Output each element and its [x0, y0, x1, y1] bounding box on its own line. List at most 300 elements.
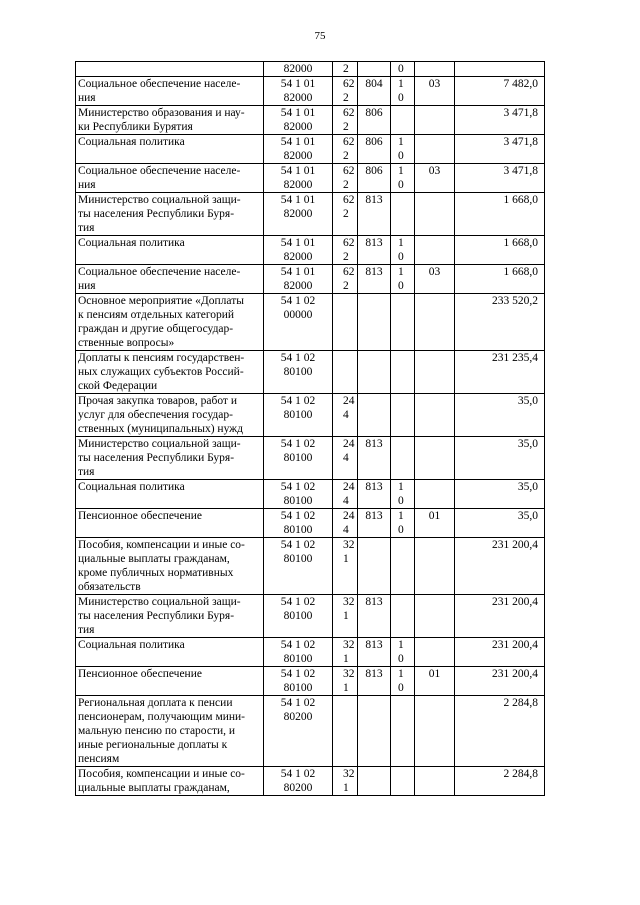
expense-type-cell	[333, 164, 358, 193]
budget-table	[75, 61, 545, 796]
amount-cell	[455, 193, 545, 236]
expense-type-cell-line: 62	[343, 78, 355, 90]
subsection-cell	[415, 638, 455, 667]
target-code-cell	[264, 164, 333, 193]
expense-type-cell	[333, 767, 358, 796]
ministry-code-cell-line: 813	[365, 596, 383, 608]
expense-type-cell-line: 62	[343, 266, 355, 278]
name-cell-line: ты населения Республики Буря-	[78, 610, 235, 622]
name-cell	[76, 294, 264, 351]
target-code-cell	[264, 595, 333, 638]
target-code-cell	[264, 294, 333, 351]
target-code-cell-line: 82000	[283, 92, 313, 104]
ministry-code-cell	[358, 480, 391, 509]
name-cell	[76, 767, 264, 796]
section-cell-line: 1	[398, 136, 404, 148]
section-cell-line: 1	[398, 237, 404, 249]
name-cell	[76, 77, 264, 106]
amount-cell	[455, 509, 545, 538]
target-code-cell	[264, 696, 333, 767]
target-code-cell-line: 54 1 01	[280, 237, 316, 249]
name-cell-line: Социальная политика	[78, 481, 185, 493]
subsection-cell-line: 01	[428, 510, 441, 522]
name-cell	[76, 106, 264, 135]
section-cell	[391, 696, 415, 767]
section-cell-line: 0	[398, 682, 404, 694]
target-code-cell-line: 80100	[283, 653, 313, 665]
budget-table-body	[76, 62, 545, 796]
amount-cell-line: 231 200,4	[492, 596, 538, 608]
subsection-cell	[415, 667, 455, 696]
target-code-cell-line: 80100	[283, 553, 313, 565]
expense-type-cell	[333, 437, 358, 480]
expense-type-cell	[333, 294, 358, 351]
target-code-cell	[264, 193, 333, 236]
section-cell-line: 0	[398, 495, 404, 507]
expense-type-cell-line: 32	[343, 539, 355, 551]
target-code-cell-line: 80100	[283, 366, 313, 378]
subsection-cell	[415, 480, 455, 509]
section-cell-line: 0	[398, 63, 404, 75]
expense-type-cell-line: 2	[343, 92, 349, 104]
target-code-cell-line: 80200	[283, 711, 313, 723]
expense-type-cell	[333, 538, 358, 595]
ministry-code-cell-line: 813	[365, 481, 383, 493]
target-code-cell-line: 54 1 02	[280, 668, 316, 680]
ministry-code-cell-line: 813	[365, 194, 383, 206]
ministry-code-cell	[358, 77, 391, 106]
target-code-cell-line: 80100	[283, 610, 313, 622]
name-cell-line: мальную пенсию по старости, и	[78, 725, 236, 737]
subsection-cell	[415, 538, 455, 595]
target-code-cell-line: 54 1 02	[280, 352, 316, 364]
name-cell-line: услуг для обеспечения государ-	[78, 409, 233, 421]
amount-cell	[455, 164, 545, 193]
page-number: 75	[314, 30, 326, 42]
subsection-cell	[415, 509, 455, 538]
name-cell-line: Доплаты к пенсиям государствен-	[78, 352, 245, 364]
amount-cell-line: 231 235,4	[492, 352, 538, 364]
expense-type-cell	[333, 351, 358, 394]
expense-type-cell	[333, 62, 358, 77]
expense-type-cell-line: 2	[343, 280, 349, 292]
expense-type-cell-line: 1	[343, 610, 349, 622]
ministry-code-cell-line: 813	[365, 639, 383, 651]
name-cell-line: Социальная политика	[78, 639, 185, 651]
target-code-cell-line: 82000	[283, 121, 313, 133]
expense-type-cell-line: 24	[343, 438, 355, 450]
amount-cell	[455, 394, 545, 437]
subsection-cell-line: 03	[428, 78, 441, 90]
section-cell-line: 1	[398, 510, 404, 522]
name-cell-line: Основное мероприятие «Доплаты	[78, 295, 244, 307]
expense-type-cell-line: 2	[343, 121, 349, 133]
name-cell-line: тия	[78, 466, 95, 478]
name-cell-line: циальные выплаты гражданам,	[78, 782, 230, 794]
name-cell-line: Пенсионное обеспечение	[78, 510, 202, 522]
ministry-code-cell-line: 813	[365, 668, 383, 680]
expense-type-cell-line: 62	[343, 107, 355, 119]
target-code-cell-line: 80100	[283, 452, 313, 464]
section-cell	[391, 351, 415, 394]
name-cell-line: пенсиям	[78, 753, 120, 765]
name-cell-line: Пенсионное обеспечение	[78, 668, 202, 680]
target-code-cell-line: 54 1 02	[280, 510, 316, 522]
target-code-cell	[264, 667, 333, 696]
subsection-cell	[415, 437, 455, 480]
target-code-cell-line: 54 1 02	[280, 596, 316, 608]
expense-type-cell-line: 4	[343, 452, 349, 464]
name-cell-line: ской Федерации	[78, 380, 158, 392]
section-cell	[391, 767, 415, 796]
target-code-cell-line: 82000	[283, 150, 313, 162]
name-cell-line: Прочая закупка товаров, работ и	[78, 395, 237, 407]
ministry-code-cell	[358, 294, 391, 351]
ministry-code-cell	[358, 437, 391, 480]
name-cell-line: тия	[78, 624, 95, 636]
name-cell-line: Социальная политика	[78, 136, 185, 148]
target-code-cell-line: 54 1 02	[280, 295, 316, 307]
ministry-code-cell	[358, 595, 391, 638]
subsection-cell	[415, 135, 455, 164]
name-cell-line: Социальное обеспечение населе-	[78, 78, 241, 90]
amount-cell	[455, 265, 545, 294]
section-cell-line: 1	[398, 78, 404, 90]
name-cell-line: Социальная политика	[78, 237, 185, 249]
amount-cell	[455, 638, 545, 667]
subsection-cell	[415, 351, 455, 394]
expense-type-cell-line: 32	[343, 639, 355, 651]
amount-cell	[455, 767, 545, 796]
expense-type-cell-line: 62	[343, 165, 355, 177]
target-code-cell-line: 80100	[283, 524, 313, 536]
section-cell	[391, 480, 415, 509]
name-cell	[76, 193, 264, 236]
name-cell-line: граждан и другие общегосудар-	[78, 323, 234, 335]
name-cell-line: пенсионерам, получающим мини-	[78, 711, 246, 723]
target-code-cell-line: 80100	[283, 409, 313, 421]
section-cell-line: 1	[398, 639, 404, 651]
amount-cell-line: 35,0	[517, 510, 538, 522]
target-code-cell-line: 54 1 02	[280, 768, 316, 780]
section-cell-line: 1	[398, 668, 404, 680]
ministry-code-cell-line: 813	[365, 510, 383, 522]
section-cell	[391, 193, 415, 236]
target-code-cell-line: 54 1 01	[280, 266, 316, 278]
subsection-cell	[415, 265, 455, 294]
name-cell-line: Социальное обеспечение населе-	[78, 165, 241, 177]
expense-type-cell-line: 32	[343, 596, 355, 608]
target-code-cell	[264, 509, 333, 538]
amount-cell-line: 233 520,2	[492, 295, 538, 307]
target-code-cell	[264, 351, 333, 394]
expense-type-cell	[333, 193, 358, 236]
section-cell-line: 0	[398, 280, 404, 292]
name-cell-line: Региональная доплата к пенсии	[78, 697, 233, 709]
expense-type-cell-line: 2	[343, 179, 349, 191]
name-cell-line: иные региональные доплаты к	[78, 739, 228, 751]
expense-type-cell	[333, 236, 358, 265]
amount-cell	[455, 437, 545, 480]
ministry-code-cell	[358, 236, 391, 265]
name-cell	[76, 135, 264, 164]
table-row	[76, 135, 545, 164]
name-cell-line: кроме публичных нормативных	[78, 567, 234, 579]
target-code-cell-line: 80100	[283, 682, 313, 694]
section-cell	[391, 509, 415, 538]
target-code-cell-line: 00000	[283, 309, 313, 321]
name-cell-line: ных служащих субъектов Россий-	[78, 366, 244, 378]
subsection-cell	[415, 767, 455, 796]
expense-type-cell-line: 24	[343, 395, 355, 407]
target-code-cell-line: 54 1 01	[280, 136, 316, 148]
name-cell-line: к пенсиям отдельных категорий	[78, 309, 235, 321]
expense-type-cell-line: 1	[343, 682, 349, 694]
name-cell-line: циальные выплаты гражданам,	[78, 553, 230, 565]
table-row	[76, 638, 545, 667]
expense-type-cell-line: 2	[343, 208, 349, 220]
section-cell	[391, 135, 415, 164]
section-cell-line: 1	[398, 165, 404, 177]
expense-type-cell-line: 24	[343, 510, 355, 522]
name-cell-line: Министерство социальной защи-	[78, 596, 241, 608]
target-code-cell	[264, 106, 333, 135]
table-row	[76, 480, 545, 509]
amount-cell-line: 3 471,8	[503, 107, 538, 119]
name-cell-line: ки Республики Бурятия	[78, 121, 193, 133]
amount-cell-line: 2 284,8	[503, 697, 538, 709]
ministry-code-cell-line: 804	[365, 78, 383, 90]
ministry-code-cell-line: 806	[365, 136, 383, 148]
table-row	[76, 164, 545, 193]
target-code-cell-line: 82000	[283, 251, 313, 263]
name-cell-line: ния	[78, 280, 96, 292]
ministry-code-cell	[358, 265, 391, 294]
expense-type-cell-line: 62	[343, 194, 355, 206]
name-cell-line: Министерство социальной защи-	[78, 194, 241, 206]
target-code-cell-line: 82000	[283, 179, 313, 191]
section-cell	[391, 394, 415, 437]
subsection-cell	[415, 77, 455, 106]
name-cell	[76, 696, 264, 767]
target-code-cell	[264, 265, 333, 294]
subsection-cell	[415, 193, 455, 236]
amount-cell	[455, 480, 545, 509]
amount-cell-line: 1 668,0	[503, 194, 538, 206]
table-row	[76, 62, 545, 77]
target-code-cell	[264, 135, 333, 164]
expense-type-cell-line: 1	[343, 553, 349, 565]
table-row	[76, 265, 545, 294]
target-code-cell-line: 54 1 02	[280, 539, 316, 551]
table-row	[76, 236, 545, 265]
name-cell	[76, 538, 264, 595]
target-code-cell-line: 54 1 02	[280, 697, 316, 709]
table-row	[76, 106, 545, 135]
target-code-cell	[264, 480, 333, 509]
section-cell	[391, 667, 415, 696]
name-cell	[76, 595, 264, 638]
target-code-cell	[264, 437, 333, 480]
name-cell-line: ния	[78, 92, 96, 104]
name-cell	[76, 509, 264, 538]
section-cell-line: 1	[398, 481, 404, 493]
table-row	[76, 77, 545, 106]
ministry-code-cell-line: 806	[365, 107, 383, 119]
section-cell	[391, 437, 415, 480]
table-row	[76, 767, 545, 796]
amount-cell-line: 1 668,0	[503, 237, 538, 249]
expense-type-cell-line: 2	[343, 251, 349, 263]
amount-cell	[455, 538, 545, 595]
name-cell-line: Пособия, компенсации и иные со-	[78, 768, 245, 780]
expense-type-cell-line: 24	[343, 481, 355, 493]
name-cell-line: Министерство социальной защи-	[78, 438, 241, 450]
table-row	[76, 667, 545, 696]
expense-type-cell	[333, 394, 358, 437]
section-cell	[391, 62, 415, 77]
expense-type-cell	[333, 509, 358, 538]
name-cell	[76, 667, 264, 696]
target-code-cell-line: 54 1 02	[280, 639, 316, 651]
amount-cell-line: 3 471,8	[503, 165, 538, 177]
target-code-cell	[264, 77, 333, 106]
expense-type-cell	[333, 696, 358, 767]
ministry-code-cell	[358, 164, 391, 193]
section-cell	[391, 164, 415, 193]
section-cell	[391, 538, 415, 595]
ministry-code-cell	[358, 106, 391, 135]
target-code-cell	[264, 236, 333, 265]
ministry-code-cell-line: 813	[365, 438, 383, 450]
amount-cell-line: 231 200,4	[492, 639, 538, 651]
subsection-cell	[415, 696, 455, 767]
name-cell-line: обязательств	[78, 581, 141, 593]
table-row	[76, 696, 545, 767]
target-code-cell-line: 54 1 02	[280, 438, 316, 450]
amount-cell-line: 7 482,0	[503, 78, 538, 90]
expense-type-cell-line: 4	[343, 524, 349, 536]
ministry-code-cell	[358, 394, 391, 437]
expense-type-cell-line: 62	[343, 237, 355, 249]
target-code-cell	[264, 62, 333, 77]
section-cell	[391, 236, 415, 265]
amount-cell	[455, 135, 545, 164]
section-cell	[391, 638, 415, 667]
section-cell	[391, 294, 415, 351]
section-cell-line: 0	[398, 150, 404, 162]
expense-type-cell	[333, 480, 358, 509]
table-row	[76, 394, 545, 437]
expense-type-cell-line: 2	[343, 150, 349, 162]
expense-type-cell-line: 62	[343, 136, 355, 148]
amount-cell	[455, 236, 545, 265]
table-row	[76, 437, 545, 480]
expense-type-cell	[333, 106, 358, 135]
expense-type-cell-line: 1	[343, 653, 349, 665]
section-cell-line: 0	[398, 92, 404, 104]
expense-type-cell-line: 4	[343, 409, 349, 421]
subsection-cell-line: 03	[428, 165, 441, 177]
amount-cell-line: 35,0	[517, 481, 538, 493]
section-cell-line: 0	[398, 524, 404, 536]
target-code-cell-line: 54 1 01	[280, 165, 316, 177]
table-row	[76, 509, 545, 538]
section-cell-line: 0	[398, 653, 404, 665]
subsection-cell	[415, 236, 455, 265]
expense-type-cell-line: 32	[343, 668, 355, 680]
section-cell-line: 0	[398, 251, 404, 263]
amount-cell	[455, 106, 545, 135]
expense-type-cell-line: 2	[343, 63, 349, 75]
section-cell	[391, 77, 415, 106]
amount-cell-line: 35,0	[517, 395, 538, 407]
target-code-cell-line: 54 1 01	[280, 194, 316, 206]
target-code-cell	[264, 638, 333, 667]
name-cell-line: Пособия, компенсации и иные со-	[78, 539, 245, 551]
name-cell	[76, 437, 264, 480]
name-cell-line: тия	[78, 222, 95, 234]
amount-cell-line: 1 668,0	[503, 266, 538, 278]
name-cell	[76, 62, 264, 77]
name-cell-line: Социальное обеспечение населе-	[78, 266, 241, 278]
ministry-code-cell	[358, 767, 391, 796]
name-cell-line: ты населения Республики Буря-	[78, 452, 235, 464]
section-cell	[391, 106, 415, 135]
target-code-cell-line: 80100	[283, 495, 313, 507]
target-code-cell-line: 54 1 01	[280, 107, 316, 119]
target-code-cell-line: 82000	[283, 208, 313, 220]
ministry-code-cell-line: 813	[365, 266, 383, 278]
target-code-cell	[264, 767, 333, 796]
name-cell	[76, 394, 264, 437]
expense-type-cell	[333, 595, 358, 638]
ministry-code-cell	[358, 638, 391, 667]
amount-cell	[455, 667, 545, 696]
expense-type-cell	[333, 265, 358, 294]
name-cell	[76, 265, 264, 294]
section-cell-line: 0	[398, 179, 404, 191]
amount-cell-line: 3 471,8	[503, 136, 538, 148]
amount-cell-line: 35,0	[517, 438, 538, 450]
name-cell	[76, 351, 264, 394]
amount-cell	[455, 696, 545, 767]
subsection-cell	[415, 294, 455, 351]
expense-type-cell-line: 4	[343, 495, 349, 507]
name-cell-line: Министерство образования и нау-	[78, 107, 245, 119]
table-row	[76, 294, 545, 351]
name-cell-line: ственные вопросы»	[78, 337, 175, 349]
ministry-code-cell-line: 813	[365, 237, 383, 249]
amount-cell-line: 231 200,4	[492, 539, 538, 551]
expense-type-cell	[333, 667, 358, 696]
target-code-cell-line: 82000	[283, 63, 313, 75]
ministry-code-cell	[358, 509, 391, 538]
name-cell-line: ты населения Республики Буря-	[78, 208, 235, 220]
ministry-code-cell	[358, 351, 391, 394]
subsection-cell	[415, 62, 455, 77]
amount-cell	[455, 351, 545, 394]
ministry-code-cell	[358, 538, 391, 595]
table-row	[76, 351, 545, 394]
target-code-cell-line: 82000	[283, 280, 313, 292]
ministry-code-cell	[358, 62, 391, 77]
amount-cell	[455, 77, 545, 106]
section-cell	[391, 265, 415, 294]
subsection-cell	[415, 394, 455, 437]
ministry-code-cell	[358, 193, 391, 236]
section-cell-line: 1	[398, 266, 404, 278]
